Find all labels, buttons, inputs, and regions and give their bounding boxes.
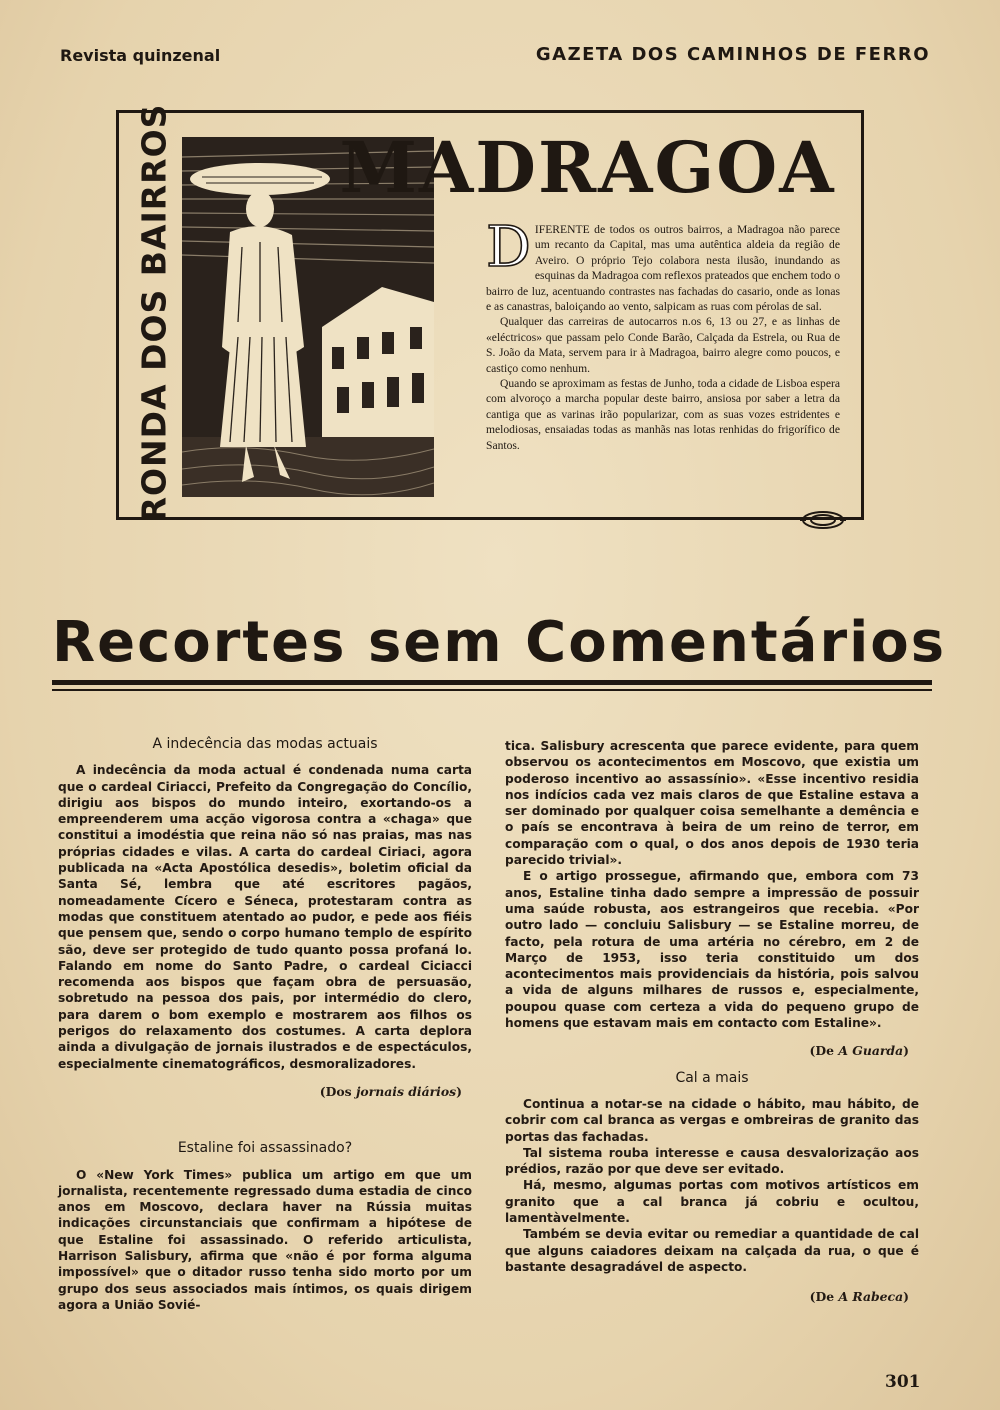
credit-suffix: )	[903, 1043, 909, 1059]
credit-prefix: (Dos	[319, 1083, 356, 1099]
credit-source: jornais diários	[355, 1083, 457, 1099]
credit-source: A Guarda	[838, 1043, 904, 1059]
article-heading-estaline: Estaline foi assassinado?	[177, 1140, 353, 1157]
left-column	[58, 736, 472, 1313]
article-body-estaline: O «New York Times» publica um artigo em que um jornalista, recentemente regressado duma estadia de cinco anos em Moscovo, declara haver na Rússia muitas indicações circunstanciais que confirmam a hipótese de que Estaline foi assassinado. O referido articulista, Harrison Salisbury, afirma que «não é por forma alguma impossível» que o ditador russo tenha sido morto por um grupo dos seus associados mais íntimos, os quais dirigem agora a União Sovié-	[58, 1167, 472, 1312]
cal-paragraph-2: Tal sistema rouba interesse e causa desvalorização aos prédios, razão por que deve ser evitado.	[505, 1145, 919, 1177]
title-rule-thick	[52, 680, 932, 685]
credit-suffix: )	[903, 1289, 909, 1305]
page-number: 301	[885, 1372, 921, 1392]
credit-source: A Rabeca	[838, 1289, 904, 1305]
article-credit-rabeca	[505, 1289, 909, 1305]
madragoa-paragraph-3: Quando se aproximam as festas de Junho, toda a cidade de Lisboa espera com alvoroço a marcha popular deste bairro, ansiosa por saber a letra da cantiga que as varinas irão popularizar, com as suas vozes estridentes e melodiosas, ensaiadas todas as manhãs nas lotas renhidas do frigorífico de Santos.	[486, 377, 840, 452]
vertical-label	[126, 103, 182, 523]
first-word-rest: IFERENTE	[534, 223, 590, 236]
madragoa-paragraph-1	[486, 215, 840, 314]
madragoa-text	[486, 215, 840, 482]
article-credit-guarda	[505, 1043, 909, 1059]
title-rule-thin	[52, 689, 932, 691]
section-title: Recortes sem Comentários	[52, 610, 947, 675]
madragoa-paragraph-2: Qualquer das carreiras de autocarros n.os 6, 13 ou 27, e as linhas de «eléctricos» que passam pelo Conde Barão, Calçada da Estrela, ou Rua de S. João da Mata, servem para ir à Madragoa, bairro alegre como poucos, e castiço como nenhum.	[486, 315, 840, 375]
cal-paragraph-3: Há, mesmo, algumas portas com motivos artísticos em granito que a cal branca já cobriu e ocultou, lamentàvelmente.	[505, 1178, 919, 1226]
credit-suffix: )	[456, 1083, 462, 1099]
cal-paragraph-1: Continua a notar-se na cidade o hábito, mau hábito, de cobrir com cal branca as vergas e ombreiras de granito das portas das fachadas.	[505, 1096, 919, 1144]
estaline-continuation-2: E o artigo prossegue, afirmando que, embora com 73 anos, Estaline tinha dado sempre a impressão de possuir uma saúde robusta, aos estrangeiros que recebia. «Por outro lado — concluiu Salisbury — se Estaline morreu, de facto, pela rotura de uma artéria no cérebro, em 2 de Março de 1953, isso teria constituido um dos acontecimentos mais providenciais da história, pois salvou a vida de alguns milhares de russos e, especialmente, poupou quase com certeza a vida do pequeno grupo de homens que estavam mais em contacto com Estaline».	[505, 869, 919, 1031]
credit-prefix: (De	[809, 1289, 839, 1305]
article-heading-cal: Cal a mais	[675, 1069, 749, 1086]
vertical-label-text: RONDA DOS BAIRROS	[134, 103, 174, 523]
estaline-continuation-1: tica. Salisbury acrescenta que parece evidente, para quem observou os acontecimentos em Moscovo, que existia um poderoso incentivo ao assassínio». «Esse incentivo residia nos indícios cada vez mais claros de que Estaline estava a ser dominado por qualquer coisa semelhante a demência e o país se encontrava à beira de um reino de terror, em comparação com o qual, o dos anos depois de 1930 teria parecido trivial».	[505, 739, 919, 868]
madragoa-title: MADRAGOA	[339, 126, 836, 209]
ornament-icon	[800, 510, 846, 530]
credit-prefix: (De	[809, 1043, 839, 1059]
magazine-frequency: Revista quinzenal	[60, 46, 221, 65]
article-body-modas: A indecência da moda actual é condenada numa carta que o cardeal Ciriacci, Prefeito da Congregação do Concílio, dirigiu aos bispos do mundo inteiro, exortando-os a empreenderem uma acção vigorosa contra a «chaga» que constitui a imodéstia que reina não só nas praias, mas nas próprias cidades e vilas. A carta do cardeal Ciriaci, agora publicada na «Acta Apostólica desedis», boletim oficial da Santa Sé, lembra que até escritores pagãos, nomeadamente Cícero e Séneca, protestaram contra as modas que constituem atentado ao pudor, e pede aos fiéis que pensem que, sendo o corpo humano templo de espírito são, deve ser protegido de tudo quanto possa profaná lo. Falando em nome do Santo Padre, o cardeal Ciciacci recomenda aos bispos que façam obra de persuasão, sobretudo na pessoa dos pais, por intermédio do clero, para darem o bom exemplo e mostrarem aos filhos os perigos do relaxamento dos costumes. A carta deplora ainda a divulgação de jornais ilustrados e de espectáculos, especialmente cinematográficos, desmoralizadores.	[58, 763, 472, 1071]
article-credit-modas	[58, 1084, 462, 1100]
right-column	[505, 738, 919, 1306]
cal-paragraph-4: Também se devia evitar ou remediar a quantidade de cal que alguns caiadores deixam na calçada da rua, o que é bastante desagradável de aspecto.	[505, 1227, 919, 1274]
madragoa-paragraph-1-text: de todos os outros bairros, a Madragoa não parece um recanto da Capital, mas uma autêntica aldeia da região de Aveiro. O próprio Tejo colabora nesta ilusão, inundando as esquinas da Madragoa com reflexos prateados que enchem todo o bairro de luz, acentuando contrastes nas fachadas do casario, onde as lonas e as canastras, baloiçando ao vento, salpicam as ruas com pérolas de sal.	[486, 223, 840, 314]
article-heading-modas: A indecência das modas actuais	[152, 736, 378, 752]
drop-cap: D	[486, 215, 531, 280]
magazine-title: GAZETA DOS CAMINHOS DE FERRO	[535, 44, 930, 65]
